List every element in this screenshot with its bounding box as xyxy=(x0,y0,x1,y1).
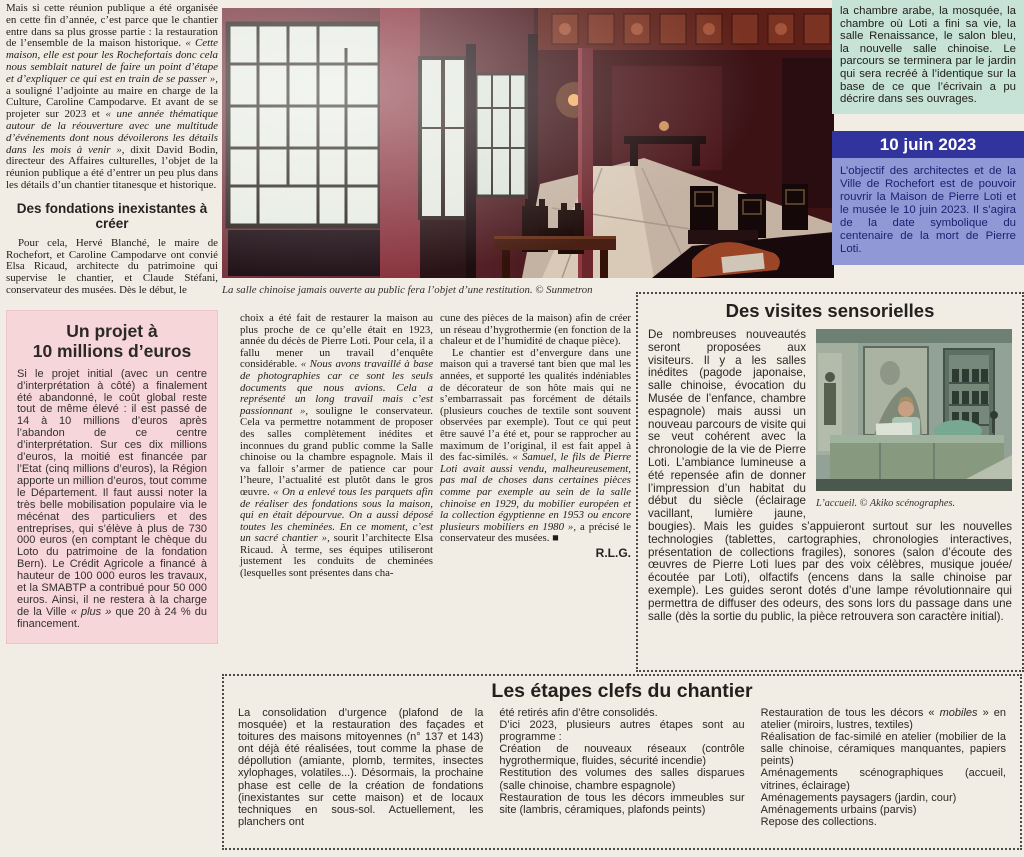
funding-sidebar-box xyxy=(6,310,218,644)
text-run: Restauration de tous les décors « xyxy=(760,707,940,719)
text-run: , a souligné l’adjointe au maire en charge de la Culture, Caroline Campodarve. Et avant de se projeter sur 2023 et xyxy=(6,72,218,121)
text-run: , sourit l’architecte Elsa Ricaud. À terme, ses équipes utiliseront justement les conduits de cheminées (lesquelles sont présentes dans cha- xyxy=(240,532,433,580)
blue-box-title: 10 juin 2023 xyxy=(832,131,1024,158)
text-run: choix a été fait de restaurer la maison au plus proche de ce qu’elle était en 1923, année du décès de Pierre Loti. Pour cela, il a fallu mener un travail d’enquête considérable. xyxy=(240,312,433,371)
etapes-column-2 xyxy=(499,707,744,828)
etapes-item: Repose des collections. xyxy=(760,815,877,828)
etapes-item: Création de nouveaux réseaux (contrôle hygrothermique, fluides, sécurité incendie) xyxy=(499,743,745,768)
accueil-rendering-image xyxy=(816,329,1012,491)
etapes-item: Restauration de tous les décors immeubles sur site (lambris, céramiques, plafonds peints) xyxy=(499,791,745,816)
etapes-line: été retirés afin d’être consolidés. xyxy=(499,707,658,719)
etapes-line: D’ici 2023, plusieurs autres étapes sont au programme : xyxy=(499,719,745,744)
article-paragraph-2: Pour cela, Hervé Blanché, le maire de Rochefort, et Caroline Campodarve ont convié Elsa Ricaud, architecte du patrimoine qui supervise le chantier, et Claude Stéfani, conservateur des musées. Dès le début, le xyxy=(6,236,218,296)
pink-title-line1: Un projet à xyxy=(66,320,158,341)
green-box-body: la chambre arabe, la mosquée, la chambre où Loti a fini sa vie, la salle Renaissance, le salon bleu, la nouvelle salle chinoise. Le parcours se terminera par le jardin qui sera recréé à l’identique sur la base de ce que l’écrivain a pu décrire dans ses ouvrages. xyxy=(840,5,1016,106)
pink-title-line2: 10 millions d’euros xyxy=(32,340,192,361)
parcours-sidebar-box xyxy=(832,0,1024,114)
etapes-column-1: La consolidation d’urgence (plafond de la mosquée) et la restauration des façades et toitures des maisons mitoyennes (n° 137 et 143) ont déjà été réalisées, tout comme la phase de dépollution (amiante, plomb, termites, insectes xylophages, volatiles...). Désormais, la prochaine phase est celle de la création de fondations (inexistantes sur cette maison) et de locaux techniques en sous-sol. Actuellement, les planchers ont xyxy=(238,707,484,828)
article-col1-text xyxy=(240,313,433,580)
accueil-image-caption: L’accueil. © Akiko scénographes. xyxy=(816,498,956,509)
etapes-box-title: Les étapes clefs du chantier xyxy=(491,680,753,702)
etapes-item xyxy=(761,707,1006,731)
quote-run: « On a enlevé tous les parquets afin de réaliser des fondations sous la maison, qui en était dépourvue. On a aussi déposé toutes les cheminées. En ce moment, c’est un sacré chantier » xyxy=(240,485,433,545)
quote-run: mobiles xyxy=(939,707,978,719)
visites-sensorielles-box xyxy=(636,292,1024,672)
pink-box-body xyxy=(17,369,207,631)
left-article-column xyxy=(6,3,218,644)
text-run: » en atelier (miroirs, lustres, textiles) xyxy=(760,707,1006,732)
text-run: Le chantier est d’envergure dans une maison qui a traversé tant bien que mal les années, et supporté les qualités indéniables de décorateur de son hôte mais qui ne s’embarrassait pas forcément de détails (plusieurs couches de textile sont souvent observées par exemple). Tout ce qui peut être sauvé l’a été et, pour se rapprocher au maximum de l’original, il est fait appel à des fac-similés. xyxy=(440,346,631,464)
section-subhead: Des fondations inexistantes à créer xyxy=(16,200,208,231)
visites-box-body: De nombreuses nouveautés seront proposées aux visiteurs. Il y a les salles inédites (pagode japonaise, salle chinoise, évocation du Musée de l’enfance, chambre espagnole) mais aussi un nouveau parcours de visite qui se veut cohérent avec la chronologie de la vie de Pierre Loti. L’ambiance lumineuse a été repensée afin de donner l’impression d’un habitat du début du siècle (éclairage vacillant, lumière jaune, bougies). Mais les guides s’appuieront surtout sur les nouvelles technologies (tablettes, cartographies, chronologies interactives, présentation de collections fragiles), sonores (salon d’écoute des œuvres de Pierre Loti lues par des voix célèbres, musique jouée/écoutée par Loti), olfactifs (encens dans la salle chinoise par exemple). Les guides seront dotés d’une lampe révolutionnaire qui permettra de diffuser des odeurs, des sons lors du passage dans une salle (dès la sortie du public, la pièce retrouvera son caractère initial). xyxy=(648,328,1012,623)
visites-box-title: Des visites sensorielles xyxy=(725,300,935,321)
etapes-item: Aménagements paysagers (jardin, cour) xyxy=(760,791,957,804)
etapes-item: Aménagements urbains (parvis) xyxy=(760,803,917,816)
article-paragraph-1 xyxy=(6,3,218,192)
article-col2-paragraph-2 xyxy=(440,348,631,545)
quote-run: « plus » xyxy=(70,605,112,618)
text-run: , souligne le conservateur. Cela va permettre notamment de proposer des salles complètement inédites et inconnues du grand public comme la Salle chinoise ou la chambre espagnole. Mais il va falloir s’armer de patience car pour l’heure, l’actualité est plutôt dans le gros œuvre. xyxy=(240,404,433,498)
article-column-2 xyxy=(440,313,631,559)
etapes-item: Restitution des volumes des salles disparues (salle chinoise, chambre espagnole) xyxy=(499,767,745,792)
etapes-item: Réalisation de fac-similé en atelier (mobilier de la salle chinoise, céramiques manquantes, papiers peints) xyxy=(760,731,1006,768)
pink-box-title xyxy=(17,321,207,361)
author-initials: R.L.G. xyxy=(595,545,631,560)
main-image-caption: La salle chinoise jamais ouverte au public fera l’objet d’une restitution. © Sunmetron xyxy=(222,284,593,296)
reopening-date-box xyxy=(832,131,1024,265)
quote-run: « une année thématique autour de la réouverture avec une multitude d’événements dont nous dévoilerons les détails dans les mois à venir » xyxy=(6,108,218,156)
article-column-1 xyxy=(240,313,433,580)
text-run: , a précisé le conservateur des musées. ■ xyxy=(440,520,631,545)
quote-run: « Cette maison, elle est pour les Rochefortais donc cela nous semblait naturel de faire un point d’étape et d’expliquer ce qui est en train de se passer » xyxy=(6,37,218,85)
blue-box-body: L’objectif des architectes et de la Ville de Rochefort est de pouvoir rouvrir la Maison de Pierre Loti et le musée le 10 juin 2023. Il s’agira de la date symbolique du centenaire de la mort de Pierre Loti. xyxy=(832,158,1024,265)
etapes-column-3 xyxy=(761,707,1006,828)
quote-run: « Samuel, le fils de Pierre Loti avait aussi vendu, malheureusement, pas mal de choses dans certaines pièces comme par exemple au sein de la salle chinoise en 1929, du mobilier européen et la collection égyptienne en 1953 ou encore plusieurs mobiliers en 1980 » xyxy=(440,451,631,533)
accueil-image-block xyxy=(816,329,1012,510)
text-run: Mais si cette réunion publique a été organisée en cette fin d’année, c’est parce que le chantier entre dans sa plus grosse partie : la restauration de l’ensemble de la maison historique. xyxy=(6,2,218,50)
salle-chinoise-rendering-image xyxy=(222,8,834,278)
text-run: , dixit David Bodin, directeur des Affaires culturelles, l’objet de la réunion publique a été d’entrer un peu plus dans les détails d’un chantier titanesque et historique. xyxy=(6,143,218,191)
text-run: que 20 à 24 % du financement. xyxy=(17,605,208,630)
article-col2-paragraph-1: cune des pièces de la maison) afin de créer un réseau d’hygrothermie (en fonction de la chaleur et de l’humidité de chaque pièce). xyxy=(440,312,631,348)
etapes-item: Aménagements scénographiques (accueil, vitrines, éclairage) xyxy=(760,767,1006,792)
quote-run: « Nous avons travaillé à base de photographies car ce sont les seuls documents que nous avions. Cela a représenté un long travail mais c’est passionnant » xyxy=(240,358,433,417)
etapes-clefs-box xyxy=(222,674,1022,850)
salle-chinoise-illustration xyxy=(222,8,834,278)
text-run: Si le projet initial (avec un centre d’interprétation à côté) a finalement été abandonné, le coût global reste tout de même élevé : il est passé de 14 à 10 millions d’euros après l’abandon de ce centre d’interprétation. Sur ces dix millions d’euros, la moitié est financée par l’Etat (cinq millions d’euros), la Région apporte un million d’euros, tout comme le Département. Il faut aussi noter la très belle mobilisation populaire via le mécénat des particuliers et des entreprises, qui s’élève à plus de 730 000 euros (en comptant le chèque du Loto du patrimoine de la fondation Bern). Le Crédit Agricole a financé à hauteur de 100 000 euros les travaux, et la SMABTP a contribué pour 50 000 euros. Ainsi, il ne restera à la charge de la Ville xyxy=(17,367,207,618)
